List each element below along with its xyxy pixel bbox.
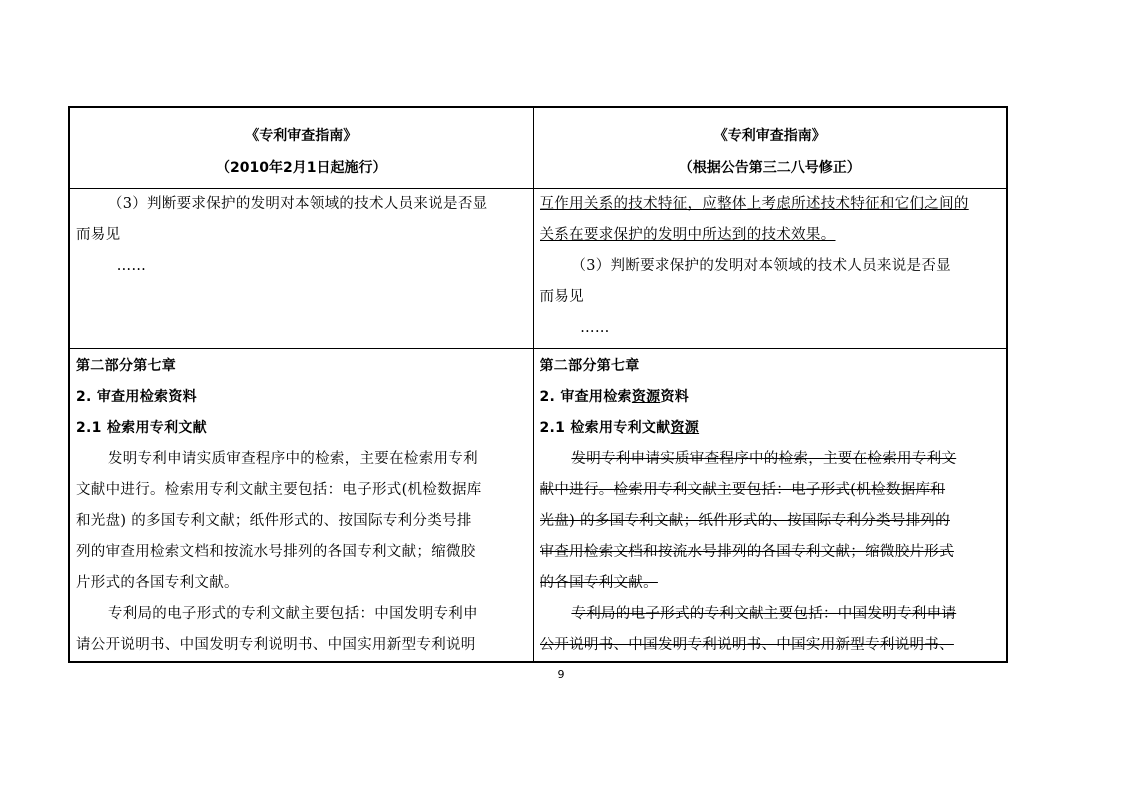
row-judgement [69,189,1007,349]
left-heading-subsection: 2.1 检索用专利文献 [76,420,207,436]
right-deleted-text: 的各国专利文献。 [539,575,658,591]
right-added-line: 互作用关系的技术特征，应整体上考虑所述技术特征和它们之间的 [539,196,969,212]
right-heading-subsection [540,413,1001,444]
row1-right-cell [533,189,1007,349]
left-body-line: 文献中进行。检索用专利文献主要包括：电子形式(机检数据库 [76,482,482,498]
left-body-line: 列的审查用检索文档和按流水号排列的各国专利文献；缩微胶 [76,544,476,560]
right-deleted-text: 献中进行。检索用专利文献主要包括：电子形式(机检数据库和 [539,482,946,498]
left-heading-chapter: 第二部分第七章 [76,358,177,374]
right-deleted-text: 公开说明书、中国发明专利说明书、中国实用新型专利说明书、 [539,637,954,653]
left-subtitle: （2010年2月1日起施行） [216,160,387,176]
right-deleted-line [540,599,1001,630]
left-text-line: 而易见 [76,227,121,243]
right-deleted-text: 发明专利申请实质审查程序中的检索，主要在检索用专利文 [571,451,957,467]
right-ellipsis: …… [580,320,610,336]
right-deleted-line [540,537,1001,568]
left-ellipsis: …… [116,258,147,274]
left-body-line: 片形式的各国专利文献。 [76,575,239,591]
right-deleted-text: 专利局的电子形式的专利文献主要包括：中国发明专利申请 [571,606,957,622]
right-heading-subsection-added: 资源 [670,420,700,436]
comparison-table [68,106,1008,663]
right-deleted-line [540,630,1001,661]
right-deleted-line [540,568,1001,599]
row2-right-cell [533,349,1007,663]
right-deleted-line [540,506,1001,537]
left-heading-section: 2. 审查用检索资料 [76,389,197,405]
right-deleted-line [540,475,1001,506]
right-title: 《专利审查指南》 [713,128,826,144]
left-text-line: （3）判断要求保护的发明对本领域的技术人员来说是否显 [107,196,488,212]
right-heading-section-text: 2. 审查用检索 [539,389,632,405]
right-heading-subsection-text: 2.1 检索用专利文献 [539,420,671,436]
right-added-text: 关系在要求保护的发明中所达到的技术效果。 [539,227,836,243]
left-body-line: 请公开说明书、中国发明专利说明书、中国实用新型专利说明 [76,637,476,653]
left-body-line: 发明专利申请实质审查程序中的检索，主要在检索用专利 [107,451,478,467]
header-right-cell [533,107,1007,189]
right-heading-chapter: 第二部分第七章 [539,358,640,374]
right-deleted-text: 光盘) 的多国专利文献；纸件形式的、按国际专利分类号排列的 [539,513,950,529]
header-row [69,107,1007,189]
right-text-line: 而易见 [539,289,584,305]
row1-left-cell [69,189,533,349]
header-left-cell [69,107,533,189]
left-body-line: 专利局的电子形式的专利文献主要包括：中国发明专利申 [107,606,478,622]
right-deleted-line [540,444,1001,475]
right-subtitle: （根据公告第三二八号修正） [678,160,861,176]
row2-left-cell [69,349,533,663]
right-added-line [540,220,1001,251]
left-body-line: 和光盘) 的多国专利文献；纸件形式的、按国际专利分类号排 [76,513,472,529]
right-heading-section [540,382,1001,413]
right-text-line: （3）判断要求保护的发明对本领域的技术人员来说是否显 [571,258,951,274]
right-deleted-text: 审查用检索文档和按流水号排列的各国专利文献；缩微胶片形式 [539,544,954,560]
left-title: 《专利审查指南》 [245,128,358,144]
row-search-materials [69,349,1007,663]
right-heading-section-tail: 资料 [660,389,690,405]
right-heading-section-added: 资源 [631,389,661,405]
page-number: 9 [557,668,565,681]
